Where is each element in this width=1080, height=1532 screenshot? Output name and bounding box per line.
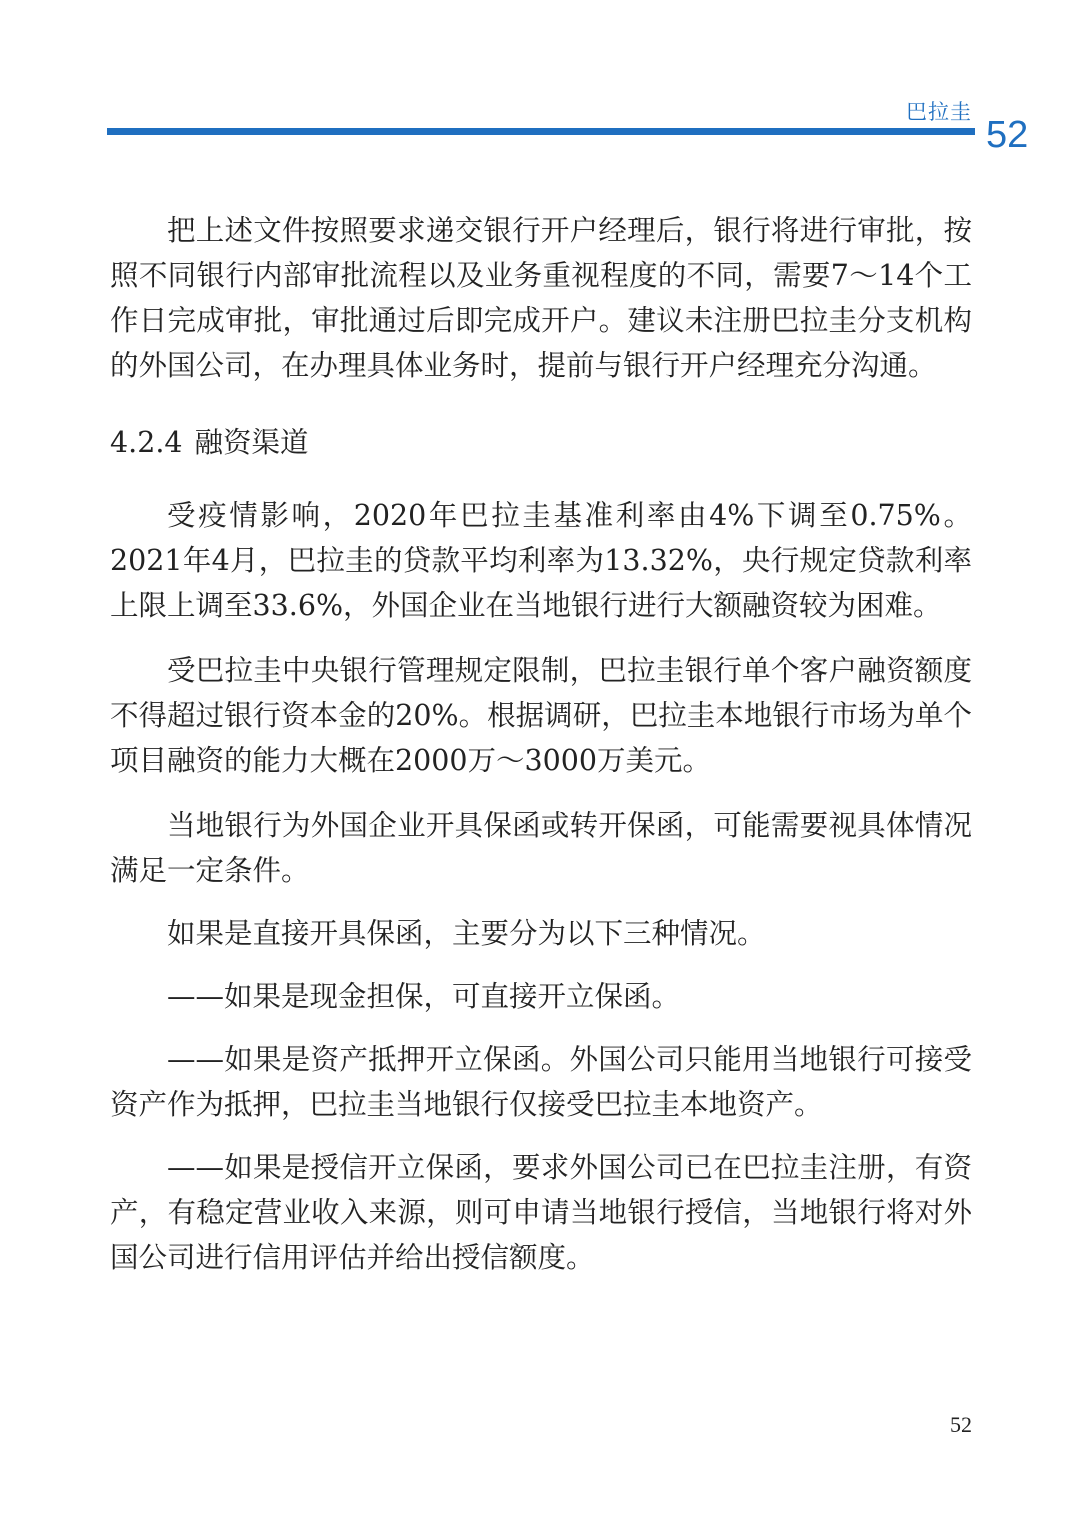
list-item-credit-guarantee: ——如果是授信开立保函，要求外国公司已在巴拉圭注册，有资产，有稳定营业收入来源，则可申请当地银行授信，当地银行将对外国公司进行信用评估并给出授信额度。 xyxy=(110,1151,972,1274)
list-item-asset-mortgage: ——如果是资产抵押开立保函。外国公司只能用当地银行可接受资产作为抵押，巴拉圭当地银行仅接受巴拉圭本地资产。 xyxy=(110,1043,972,1121)
running-header-title: 巴拉圭 xyxy=(906,100,972,124)
list-item-cash-guarantee: ——如果是现金担保，可直接开立保函。 xyxy=(167,980,681,1013)
paragraph-guarantee-conditions: 当地银行为外国企业开具保函或转开保函，可能需要视具体情况满足一定条件。 xyxy=(110,809,972,887)
header-page-number: 52 xyxy=(986,114,1029,156)
section-number: 4.2.4 xyxy=(110,426,183,459)
paragraph-interest-rates: 受疫情影响，2020年巴拉圭基准利率由4%下调至0.75%。2021年4月，巴拉圭的贷款平均利率为13.32%，央行规定贷款利率上限上调至33.6%，外国企业在当地银行进行大额融资较为困难。 xyxy=(110,499,972,622)
section-title: 融资渠道 xyxy=(194,426,309,459)
paragraph-guarantee-types-intro: 如果是直接开具保函，主要分为以下三种情况。 xyxy=(167,917,766,950)
section-heading xyxy=(110,420,972,465)
page-content xyxy=(110,208,972,1280)
paragraph-financing-limit: 受巴拉圭中央银行管理规定限制，巴拉圭银行单个客户融资额度不得超过银行资本金的20%。根据调研，巴拉圭本地银行市场为单个项目融资的能力大概在2000万～3000万美元。 xyxy=(110,654,972,777)
header-rule xyxy=(107,128,975,135)
footer-page-number: 52 xyxy=(950,1412,972,1437)
intro-paragraph: 把上述文件按照要求递交银行开户经理后，银行将进行审批，按照不同银行内部审批流程以及业务重视程度的不同，需要7～14个工作日完成审批，审批通过后即完成开户。建议未注册巴拉圭分支机构的外国公司，在办理具体业务时，提前与银行开户经理充分沟通。 xyxy=(110,214,972,382)
